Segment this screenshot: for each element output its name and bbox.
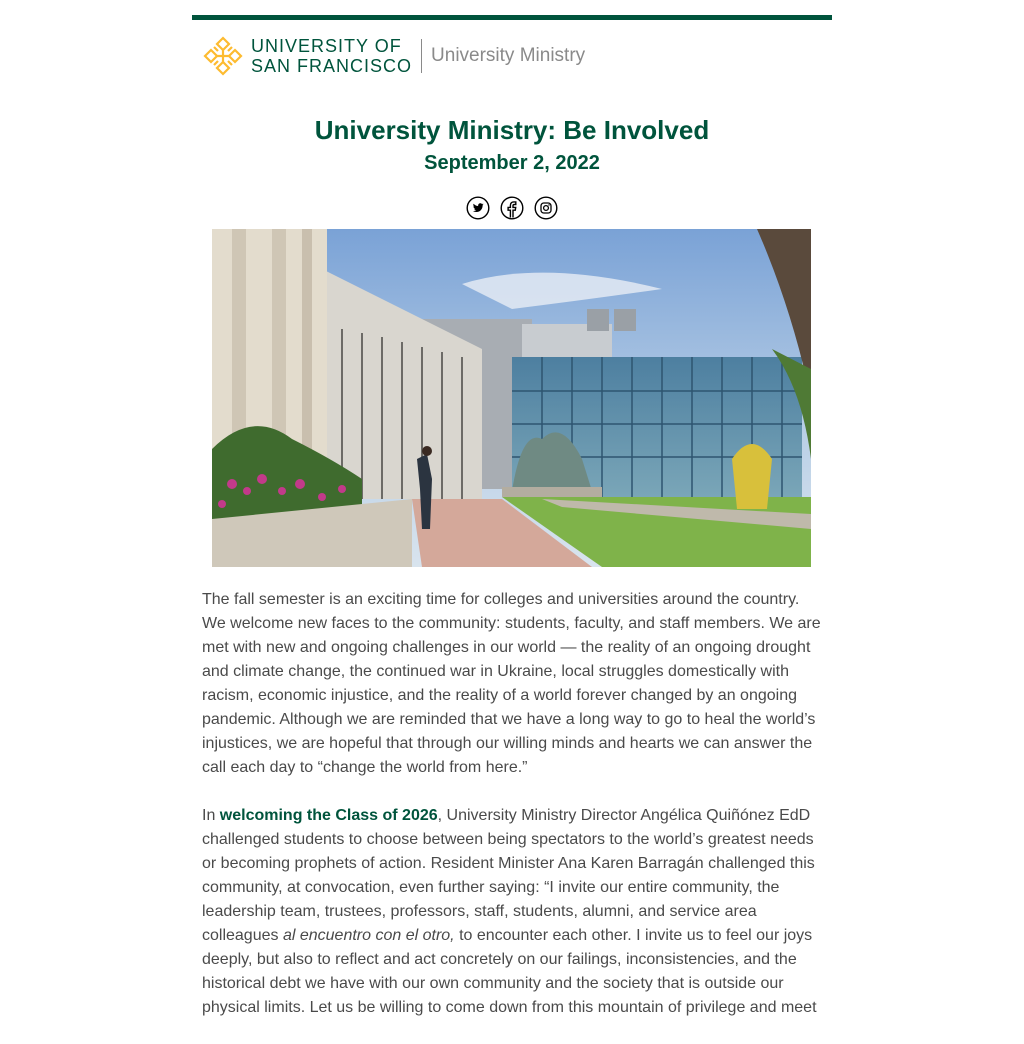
welcome-text-end: to encounter each other. I invite us to feel our joys deeply, but also to reflect and act concretely on our failings, inconsistencies, and the historical debt we have with our own community and the society that is outside our physical limits. Let us be willing to come down from this mountain of privilege and meet [202, 927, 817, 1016]
spanish-phrase: al encuentro con el otro, [282, 927, 455, 944]
campus-photo [212, 229, 811, 567]
usf-logo[interactable] [202, 35, 585, 77]
class-of-2026-link[interactable]: welcoming the Class of 2026 [219, 807, 438, 824]
welcome-prefix: In [202, 807, 220, 824]
unit-name: University Ministry [431, 45, 586, 66]
facebook-link[interactable] [500, 196, 524, 220]
logo-divider [421, 39, 422, 73]
intro-paragraph: The fall semester is an exciting time for colleges and universities around the country. We welcome new faces to the community: students, faculty, and staff members. We are met with new and ongoing challenges in our world — the reality of an ongoing drought and climate change, the continued war in Ukraine, local struggles domestically with racism, economic injustice, and the reality of a world forever changed by an ongoing pandemic. Although we are reminded that we have a long way to go to heal the world’s injustices, we are hopeful that through our willing minds and hearts we can answer the call each day to “change the world from here.” [202, 591, 821, 776]
welcome-text: , University Ministry Director Angélica Quiñónez EdD challenged students to choose between being spectators to the world’s greatest needs or becoming prophets of action. Resident Minister Ana Karen Barragán challenged this community, at convocation, even further saying: “I invite our entire community, the leadership team, trustees, professors, staff, students, alumni, and service area colleagues [202, 807, 815, 944]
usf-wordmark-line1: UNIVERSITY OF [251, 36, 402, 56]
instagram-icon [534, 196, 558, 220]
article-body [192, 588, 832, 1020]
facebook-icon [500, 196, 524, 220]
usf-wordmark-line2: SAN FRANCISCO [251, 56, 413, 76]
welcome-paragraph [202, 804, 822, 1020]
usf-cross-icon [202, 35, 244, 77]
newsletter-date: September 2, 2022 [424, 152, 600, 174]
newsletter-title: University Ministry: Be Involved [314, 115, 710, 145]
twitter-icon [466, 196, 490, 220]
social-links [192, 196, 832, 220]
header [192, 20, 832, 88]
twitter-link[interactable] [466, 196, 490, 220]
usf-wordmark [251, 36, 412, 76]
instagram-link[interactable] [534, 196, 558, 220]
newsletter-email [192, 15, 832, 1044]
